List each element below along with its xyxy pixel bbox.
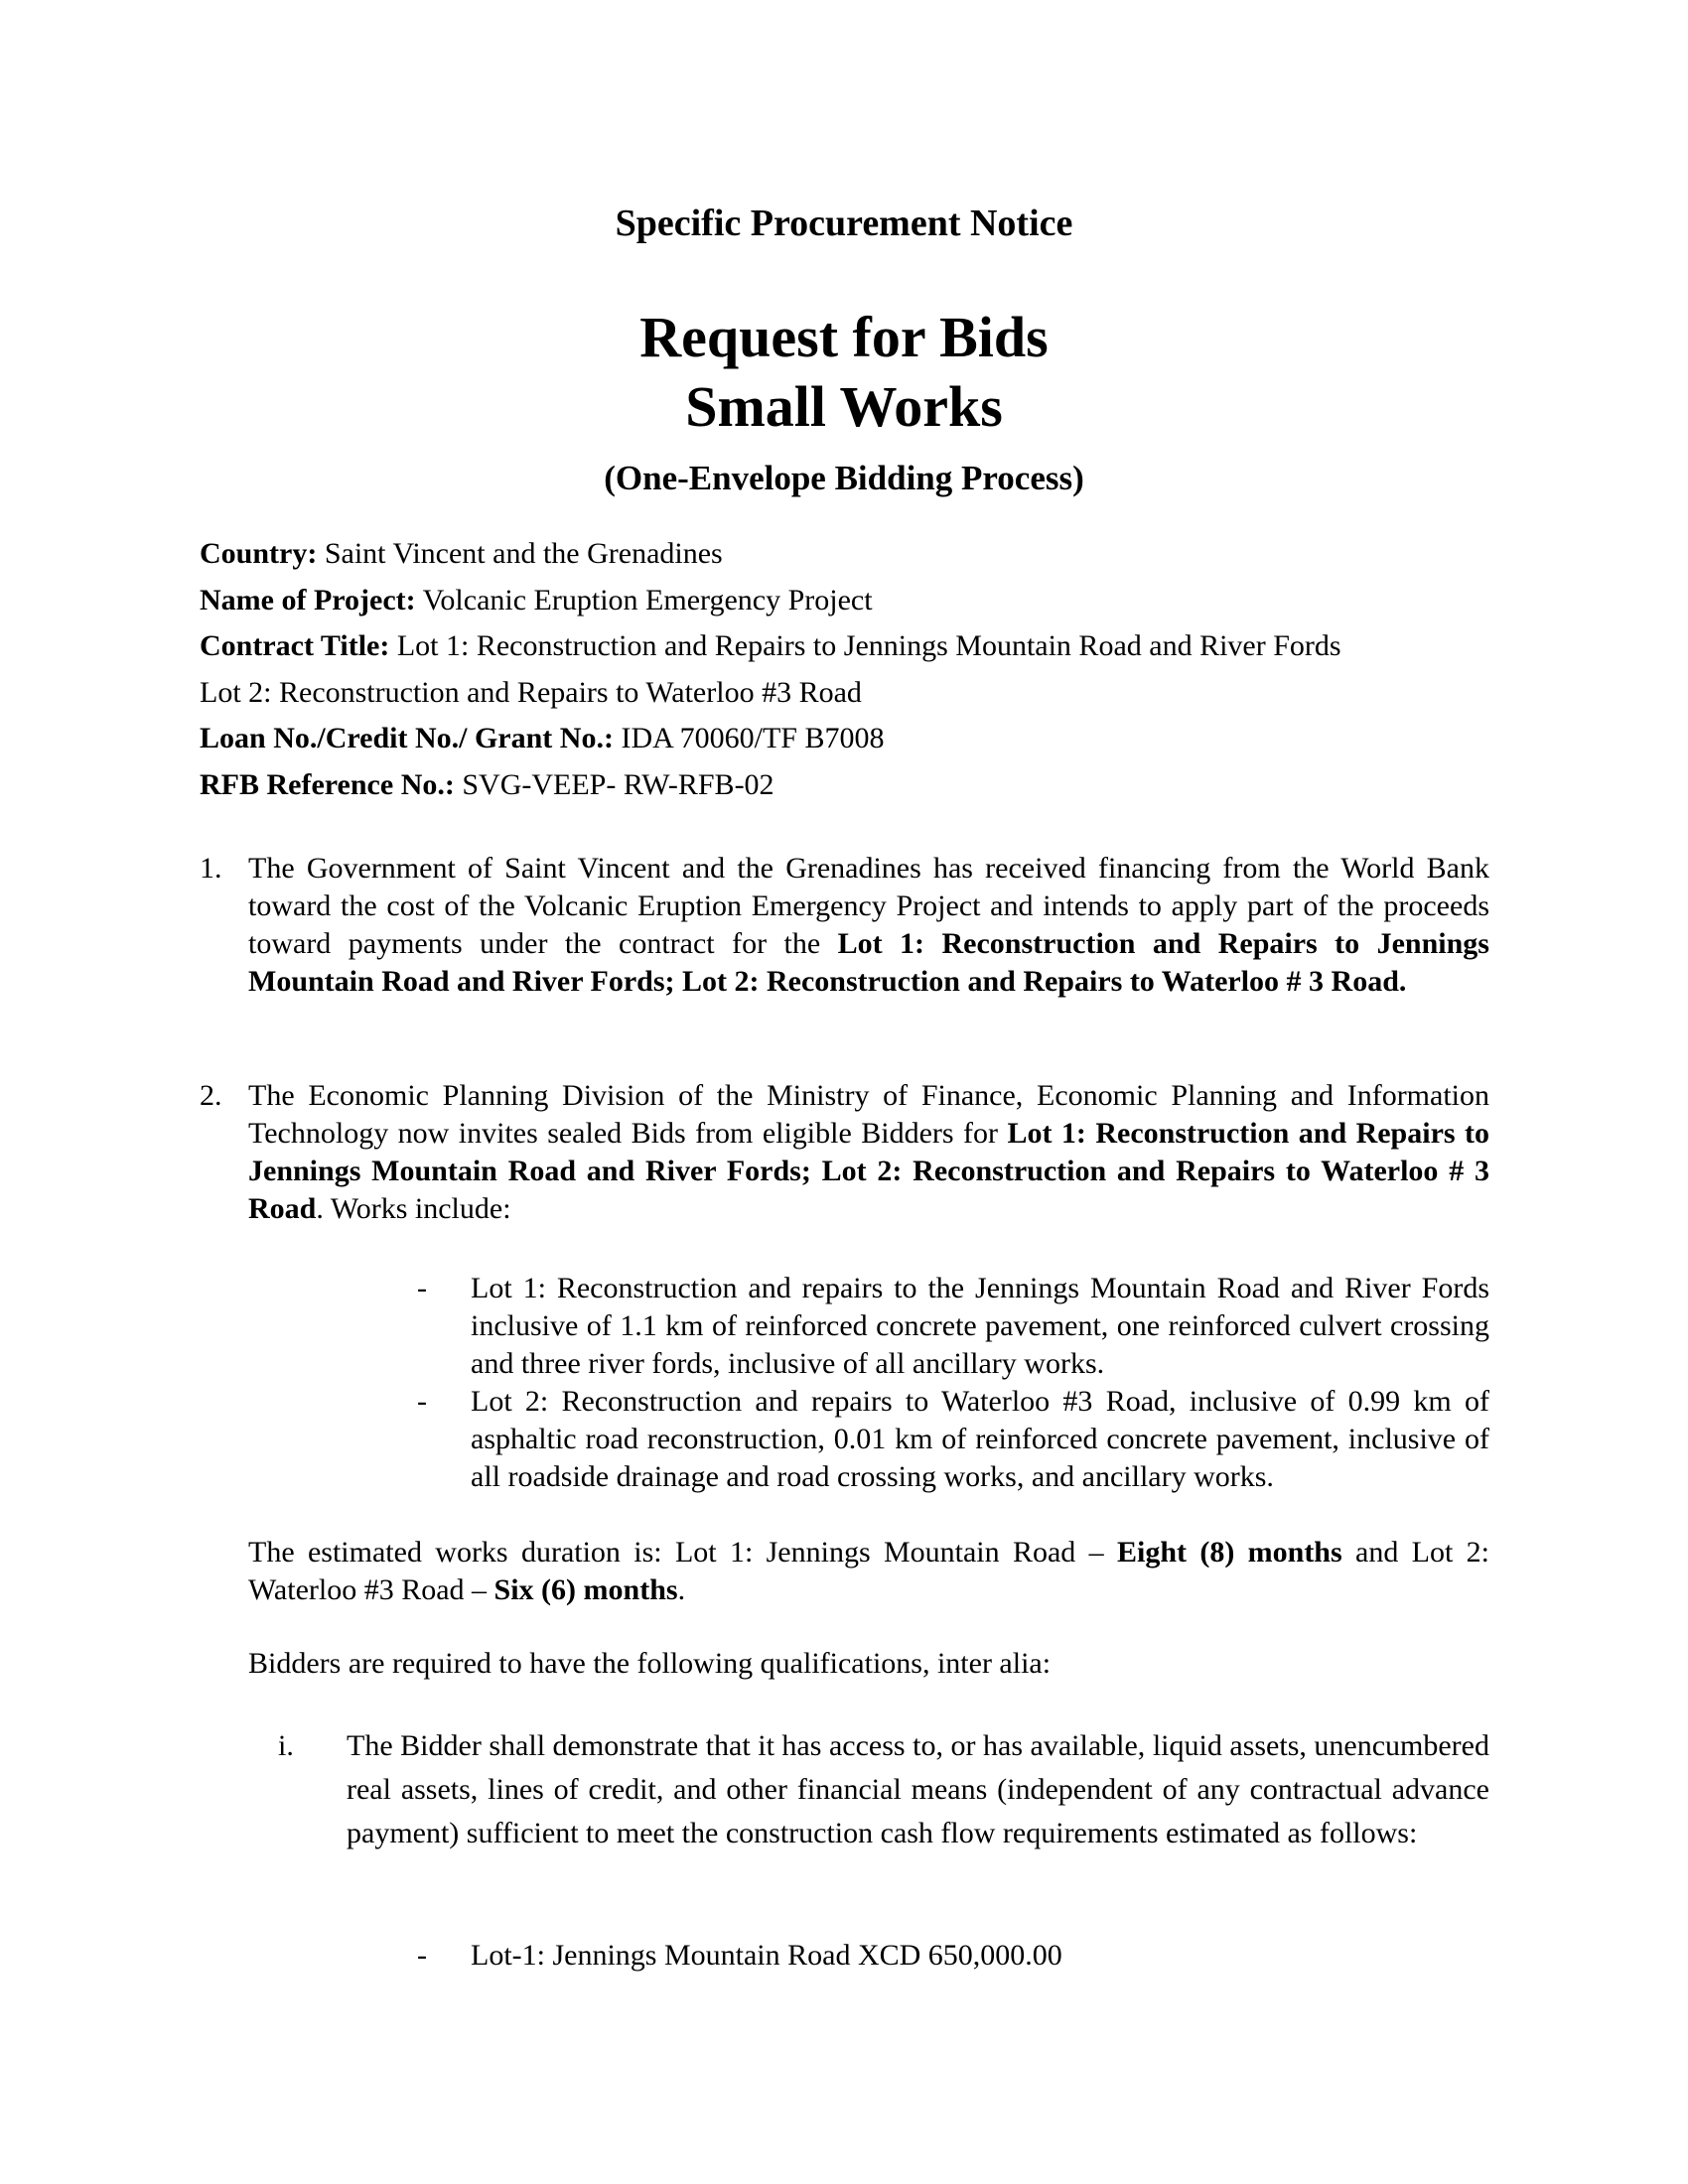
- paragraph-body: [248, 850, 1489, 1001]
- project-label: Name of Project:: [200, 583, 416, 616]
- paragraph-body: [248, 1077, 1489, 1228]
- loan-number-label: Loan No./Credit No./ Grant No.:: [200, 722, 614, 754]
- contract-title-line-2: Lot 2: Reconstruction and Repairs to Waterloo #3 Road: [200, 675, 862, 709]
- paragraph-number: 1.: [200, 852, 222, 885]
- qualifications-intro: Bidders are required to have the following qualifications, inter alia:: [248, 1647, 1052, 1680]
- country-value: Saint Vincent and the Grenadines: [317, 537, 723, 570]
- works-list-item: [417, 1383, 1489, 1496]
- paragraph-1: [200, 850, 1490, 1001]
- main-title: [0, 303, 1688, 442]
- duration-suffix: .: [677, 1573, 686, 1606]
- country-line: [200, 531, 1510, 578]
- rfb-reference-value: SVG-VEEP- RW-RFB-02: [454, 767, 774, 801]
- qualification-item: [248, 1724, 1489, 1855]
- works-list: [417, 1270, 1489, 1496]
- loan-number-value: IDA 70060/TF B7008: [613, 722, 885, 754]
- country-label: Country:: [200, 537, 318, 570]
- rfb-reference-line: [200, 762, 1510, 809]
- bidding-process-subtitle: (One-Envelope Bidding Process): [604, 459, 1084, 497]
- contract-title-value: Lot 1: Reconstruction and Repairs to Jennings Mountain Road and River Fords: [389, 629, 1341, 662]
- duration-middle: and Lot 2: Waterloo #3 Road –: [248, 1536, 1489, 1606]
- paragraph-number: 2.: [200, 1079, 222, 1112]
- project-line: [200, 578, 1510, 624]
- works-list-item: [417, 1270, 1489, 1383]
- works-item-text: Lot 2: Reconstruction and repairs to Waterloo #3 Road, inclusive of 0.99 km of asphaltic road reconstruction, 0.01 km of reinforced concrete pavement, inclusive of all roadside drainage and road crossing works, and ancillary works.: [471, 1385, 1489, 1493]
- works-item-text: Lot 1: Reconstruction and repairs to the Jennings Mountain Road and River Fords inclusive of 1.1 km of reinforced concrete pavement, one reinforced culvert crossing and three river fords, inclusive of all ancillary works.: [471, 1272, 1489, 1380]
- project-value: Volcanic Eruption Emergency Project: [415, 583, 873, 616]
- works-duration: [248, 1534, 1489, 1609]
- lot1-duration: Eight (8) months: [1116, 1536, 1342, 1569]
- contract-title-line: [200, 623, 1510, 670]
- dash-bullet-icon: -: [417, 1272, 427, 1304]
- notice-title: Specific Procurement Notice: [615, 203, 1073, 244]
- paragraph-text: The Government of Saint Vincent and the Grenadines has received financing from the World Bank toward the cost of the Volcanic Eruption Emergency Project and intends to apply part of the proceeds toward payments under the contract for the: [248, 852, 1489, 960]
- paragraph-text: The Economic Planning Division of the Ministry of Finance, Economic Planning and Information Technology now invites sealed Bids from eligible Bidders for: [248, 1079, 1489, 1150]
- dash-bullet-icon: -: [417, 1939, 427, 1972]
- paragraph-bold-text: Lot 1: Reconstruction and Repairs to Jennings Mountain Road and River Fords; Lot 2: Reconstruction and Repairs to Waterloo # 3 Road: [248, 1117, 1489, 1225]
- main-title-line-2: Small Works: [685, 374, 1003, 439]
- cash-flow-item: [417, 1937, 1489, 1975]
- contract-title-label: Contract Title:: [200, 629, 390, 662]
- dash-bullet-icon: -: [417, 1385, 427, 1418]
- paragraph-2: [200, 1077, 1490, 1228]
- qualification-text: The Bidder shall demonstrate that it has access to, or has available, liquid assets, unencumbered real assets, lines of credit, and other financial means (independent of any contractual advance payment) sufficient to meet the construction cash flow requirements estimated as follows:: [347, 1729, 1489, 1849]
- notice-metadata: [200, 531, 1510, 808]
- paragraph-bold-text: Lot 1: Reconstruction and Repairs to Jennings Mountain Road and River Fords; Lot 2: Reconstruction and Repairs to Waterloo # 3 Road.: [248, 927, 1489, 998]
- rfb-reference-label: RFB Reference No.:: [200, 767, 455, 801]
- roman-numeral: i.: [278, 1729, 294, 1762]
- duration-prefix: The estimated works duration is: Lot 1: Jennings Mountain Road –: [248, 1536, 1117, 1569]
- cash-flow-text: Lot-1: Jennings Mountain Road XCD 650,000.00: [471, 1939, 1062, 1972]
- cash-flow-list: [417, 1937, 1489, 1975]
- paragraph-tail-text: . Works include:: [316, 1192, 511, 1225]
- main-title-line-1: Request for Bids: [639, 305, 1049, 369]
- lot2-duration: Six (6) months: [493, 1573, 678, 1606]
- loan-number-line: [200, 716, 1510, 762]
